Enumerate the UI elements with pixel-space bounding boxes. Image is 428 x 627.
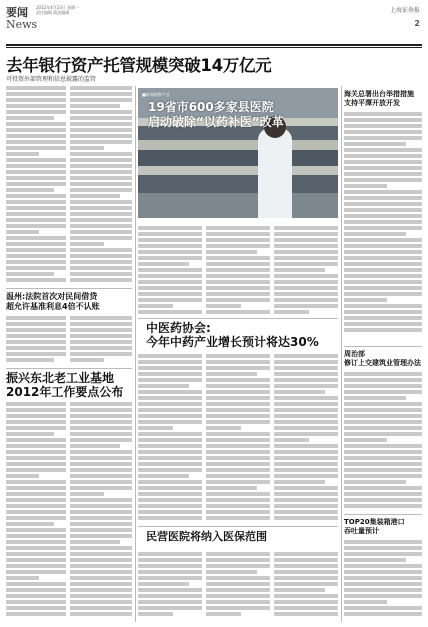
lead-body-col1 — [6, 86, 66, 286]
lead-headline: 去年银行资产托管规模突破14万亿元 — [6, 56, 272, 75]
column-divider — [135, 86, 136, 622]
section-title-en: News — [6, 18, 38, 31]
story-headline-pharma — [146, 321, 342, 349]
divider — [344, 514, 422, 515]
divider — [6, 288, 132, 289]
feature-body-col3 — [274, 226, 338, 316]
story-headline-northeast — [6, 371, 136, 399]
editor-text: 责任编辑 版面编辑 — [36, 10, 70, 15]
date-text: 2012年4月23日 星期一 — [36, 5, 80, 10]
paper-name: 上海证券报 — [389, 7, 420, 14]
pharma-body-col3 — [274, 354, 338, 524]
divider — [138, 526, 338, 527]
story-headline-ports — [344, 518, 424, 536]
story-headline-wenzhou — [6, 292, 134, 312]
divider — [344, 346, 422, 347]
headline-line: 周治部 — [344, 350, 365, 358]
masthead-rule — [6, 44, 422, 46]
feature-headline — [148, 100, 284, 130]
divider — [6, 368, 132, 369]
headline-line: TOP20集装箱港口 — [344, 518, 405, 526]
pharma-body-col2 — [206, 354, 270, 524]
headline-line: 温州:法院首次对民间借贷 — [6, 292, 98, 301]
headline-line: 海关总署出台举措措施 — [344, 90, 414, 98]
private-body-col3 — [274, 552, 338, 622]
story-headline-construction — [344, 350, 424, 368]
feature-tag: ■新闻观察产业 — [142, 92, 170, 97]
story-headline-hainan — [344, 90, 424, 108]
story-headline-private-hospitals: 民营医院将纳入医保范围 — [146, 530, 267, 543]
headline-line: 吞吐量预计 — [344, 527, 379, 535]
headline-line: 19省市600多家县医院 — [148, 100, 274, 114]
lead-subhead: 可投资外部管理和信息披露的监管 — [6, 76, 97, 83]
headline-line: 修订上交建筑业管理办法 — [344, 359, 421, 367]
headline-line: 支持平潭开放开发 — [344, 99, 400, 107]
private-body-col1 — [138, 552, 202, 622]
section-title: 要闻 — [6, 6, 28, 19]
headline-line: 振兴东北老工业基地 — [6, 371, 115, 385]
headline-line: 今年中药产业增长预计将达30% — [146, 335, 319, 349]
construction-body — [344, 372, 422, 512]
feature-body-col2 — [206, 226, 270, 316]
ports-body — [344, 540, 422, 622]
northeast-body-col2 — [70, 402, 132, 622]
wenzhou-body-col2 — [70, 316, 132, 366]
masthead-rule-thin — [6, 47, 422, 48]
northeast-body-col1 — [6, 402, 66, 622]
feature-body-col1 — [138, 226, 202, 316]
pharma-body-col1 — [138, 354, 202, 524]
divider — [138, 318, 338, 319]
wenzhou-body-col1 — [6, 316, 66, 366]
masthead — [6, 4, 422, 44]
hainan-body — [344, 112, 422, 340]
date-line — [36, 5, 106, 15]
headline-line: 2012年工作要点公布 — [6, 385, 124, 399]
headline-line: 中医药协会: — [146, 321, 211, 335]
headline-line: 超允许基准利息4倍不认账 — [6, 302, 100, 311]
lead-body-col2 — [70, 86, 132, 286]
headline-line: 启动破除“以药补医”改革 — [148, 115, 284, 129]
page-number: 2 — [414, 19, 420, 28]
private-body-col2 — [206, 552, 270, 622]
